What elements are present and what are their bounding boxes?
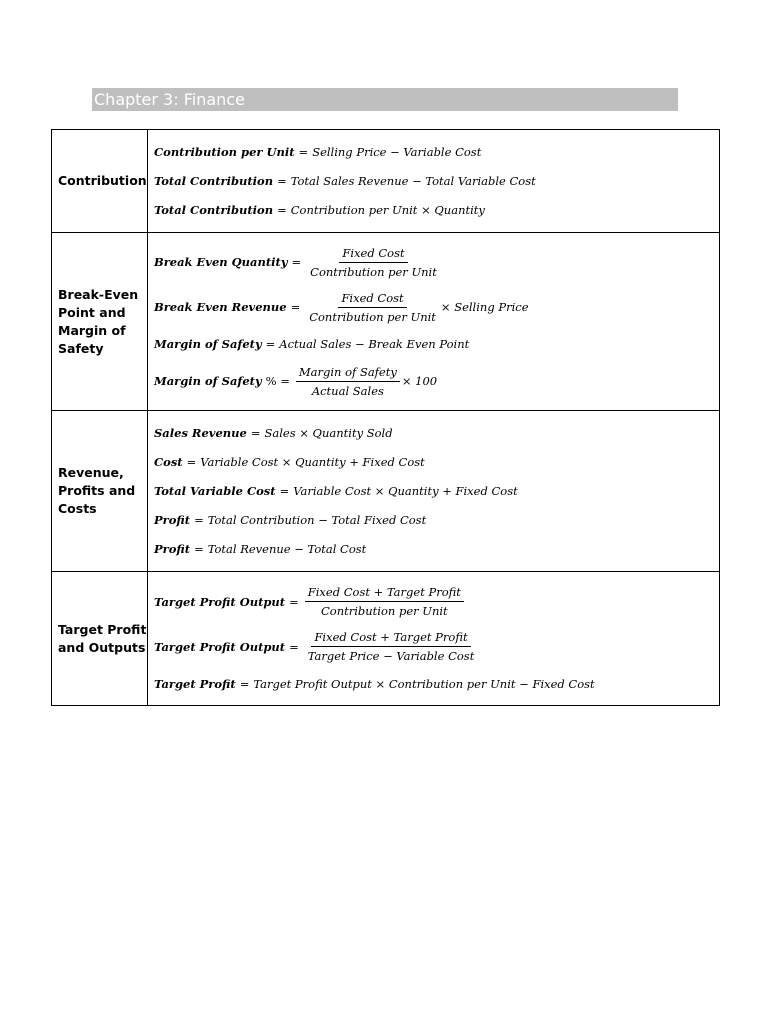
- formula-target-profit-output-price: [154, 624, 719, 669]
- fraction-denominator: Target Price − Variable Cost: [307, 649, 475, 663]
- formula-rhs: Total Sales Revenue − Total Variable Cost: [290, 174, 536, 188]
- fraction-denominator: Contribution per Unit: [309, 309, 436, 324]
- formula-break-even-quantity: [154, 240, 719, 285]
- formula-lhs: Total Variable Cost: [154, 484, 276, 498]
- section-revenue: [52, 411, 720, 572]
- section-label-target-profit: Target Profit and Outputs: [52, 572, 148, 706]
- formula-rhs: Total Contribution − Total Fixed Cost: [207, 513, 427, 527]
- fraction: [307, 246, 440, 279]
- section-label-break-even: Break-Even Point and Margin of Safety: [52, 233, 148, 411]
- fraction-denominator: Contribution per Unit: [310, 264, 437, 279]
- formula-lhs: Contribution per Unit: [154, 145, 295, 159]
- percent-equals-sign: % =: [265, 374, 290, 388]
- formula-target-profit: [154, 669, 719, 698]
- formula-rhs: Selling Price − Variable Cost: [312, 145, 482, 159]
- chapter-title: Chapter 3: Finance: [92, 88, 678, 111]
- fraction: [306, 291, 439, 324]
- section-label-revenue: Revenue, Profits and Costs: [52, 411, 148, 572]
- formula-rhs: Variable Cost × Quantity + Fixed Cost: [200, 455, 425, 469]
- section-break-even: [52, 233, 720, 411]
- formula-margin-of-safety: [154, 330, 719, 359]
- equals-sign: =: [279, 484, 290, 498]
- formula-cell-contribution: [148, 130, 720, 233]
- fraction-numerator: Fixed Cost + Target Profit: [311, 630, 470, 647]
- fraction-denominator: Actual Sales: [311, 383, 384, 398]
- fraction-denominator: Contribution per Unit: [320, 604, 448, 618]
- formula-rhs: Variable Cost × Quantity + Fixed Cost: [293, 484, 518, 498]
- formula-lhs: Target Profit Output: [154, 594, 286, 609]
- formula-total-contribution-revenue: [154, 167, 719, 196]
- formula-sales-revenue: [154, 419, 719, 448]
- formula-tail: × 100: [401, 374, 438, 388]
- equals-sign: =: [289, 639, 299, 654]
- formula-total-contribution-quantity: [154, 196, 719, 225]
- fraction-numerator: Fixed Cost: [338, 291, 406, 308]
- equals-sign: =: [290, 300, 301, 314]
- formula-lhs: Target Profit: [154, 676, 236, 691]
- formula-rhs: Target Profit Output × Contribution per Unit − Fixed Cost: [253, 676, 595, 691]
- equals-sign: =: [289, 594, 299, 609]
- formula-lhs: Margin of Safety: [154, 374, 262, 388]
- formula-lhs: Sales Revenue: [154, 426, 247, 440]
- formula-rhs: Contribution per Unit × Quantity: [290, 203, 485, 217]
- formula-tail: × Selling Price: [440, 300, 529, 314]
- formula-table: [51, 129, 720, 706]
- formula-cost: [154, 448, 719, 477]
- formula-margin-of-safety-percent: [154, 359, 719, 404]
- equals-sign: =: [265, 337, 276, 351]
- formula-lhs: Margin of Safety: [154, 337, 262, 351]
- fraction-numerator: Fixed Cost + Target Profit: [305, 585, 464, 602]
- equals-sign: =: [298, 145, 309, 159]
- formula-break-even-revenue: [154, 285, 719, 330]
- formula-total-variable-cost: [154, 477, 719, 506]
- formula-cell-revenue: [148, 411, 720, 572]
- formula-profit-contribution: [154, 506, 719, 535]
- formula-lhs: Target Profit Output: [154, 639, 286, 654]
- fraction-numerator: Fixed Cost: [339, 246, 407, 263]
- equals-sign: =: [277, 203, 287, 217]
- section-label-contribution: Contribution: [52, 130, 148, 233]
- equals-sign: =: [250, 426, 261, 440]
- fraction: [305, 630, 478, 663]
- equals-sign: =: [186, 455, 197, 469]
- formula-lhs: Cost: [154, 455, 183, 469]
- formula-target-profit-output-contribution: [154, 579, 719, 624]
- formula-lhs: Break Even Quantity: [154, 255, 288, 269]
- formula-cell-target-profit: [148, 572, 720, 706]
- formula-lhs: Profit: [154, 542, 191, 556]
- formula-contribution-per-unit: [154, 138, 719, 167]
- formula-lhs: Profit: [154, 513, 191, 527]
- fraction: [296, 365, 400, 398]
- formula-rhs: Sales × Quantity Sold: [264, 426, 393, 440]
- section-target-profit: [52, 572, 720, 706]
- formula-rhs: Actual Sales − Break Even Point: [279, 337, 470, 351]
- fraction-numerator: Margin of Safety: [296, 365, 400, 382]
- formula-lhs: Break Even Revenue: [154, 300, 287, 314]
- formula-lhs: Total Contribution: [154, 203, 274, 217]
- formula-profit-revenue: [154, 535, 719, 564]
- fraction: [305, 585, 464, 618]
- formula-lhs: Total Contribution: [154, 174, 274, 188]
- section-contribution: [52, 130, 720, 233]
- equals-sign: =: [194, 513, 204, 527]
- equals-sign: =: [239, 676, 250, 691]
- formula-cell-break-even: [148, 233, 720, 411]
- equals-sign: =: [277, 174, 287, 188]
- formula-rhs: Total Revenue − Total Cost: [207, 542, 367, 556]
- equals-sign: =: [194, 542, 204, 556]
- equals-sign: =: [291, 255, 302, 269]
